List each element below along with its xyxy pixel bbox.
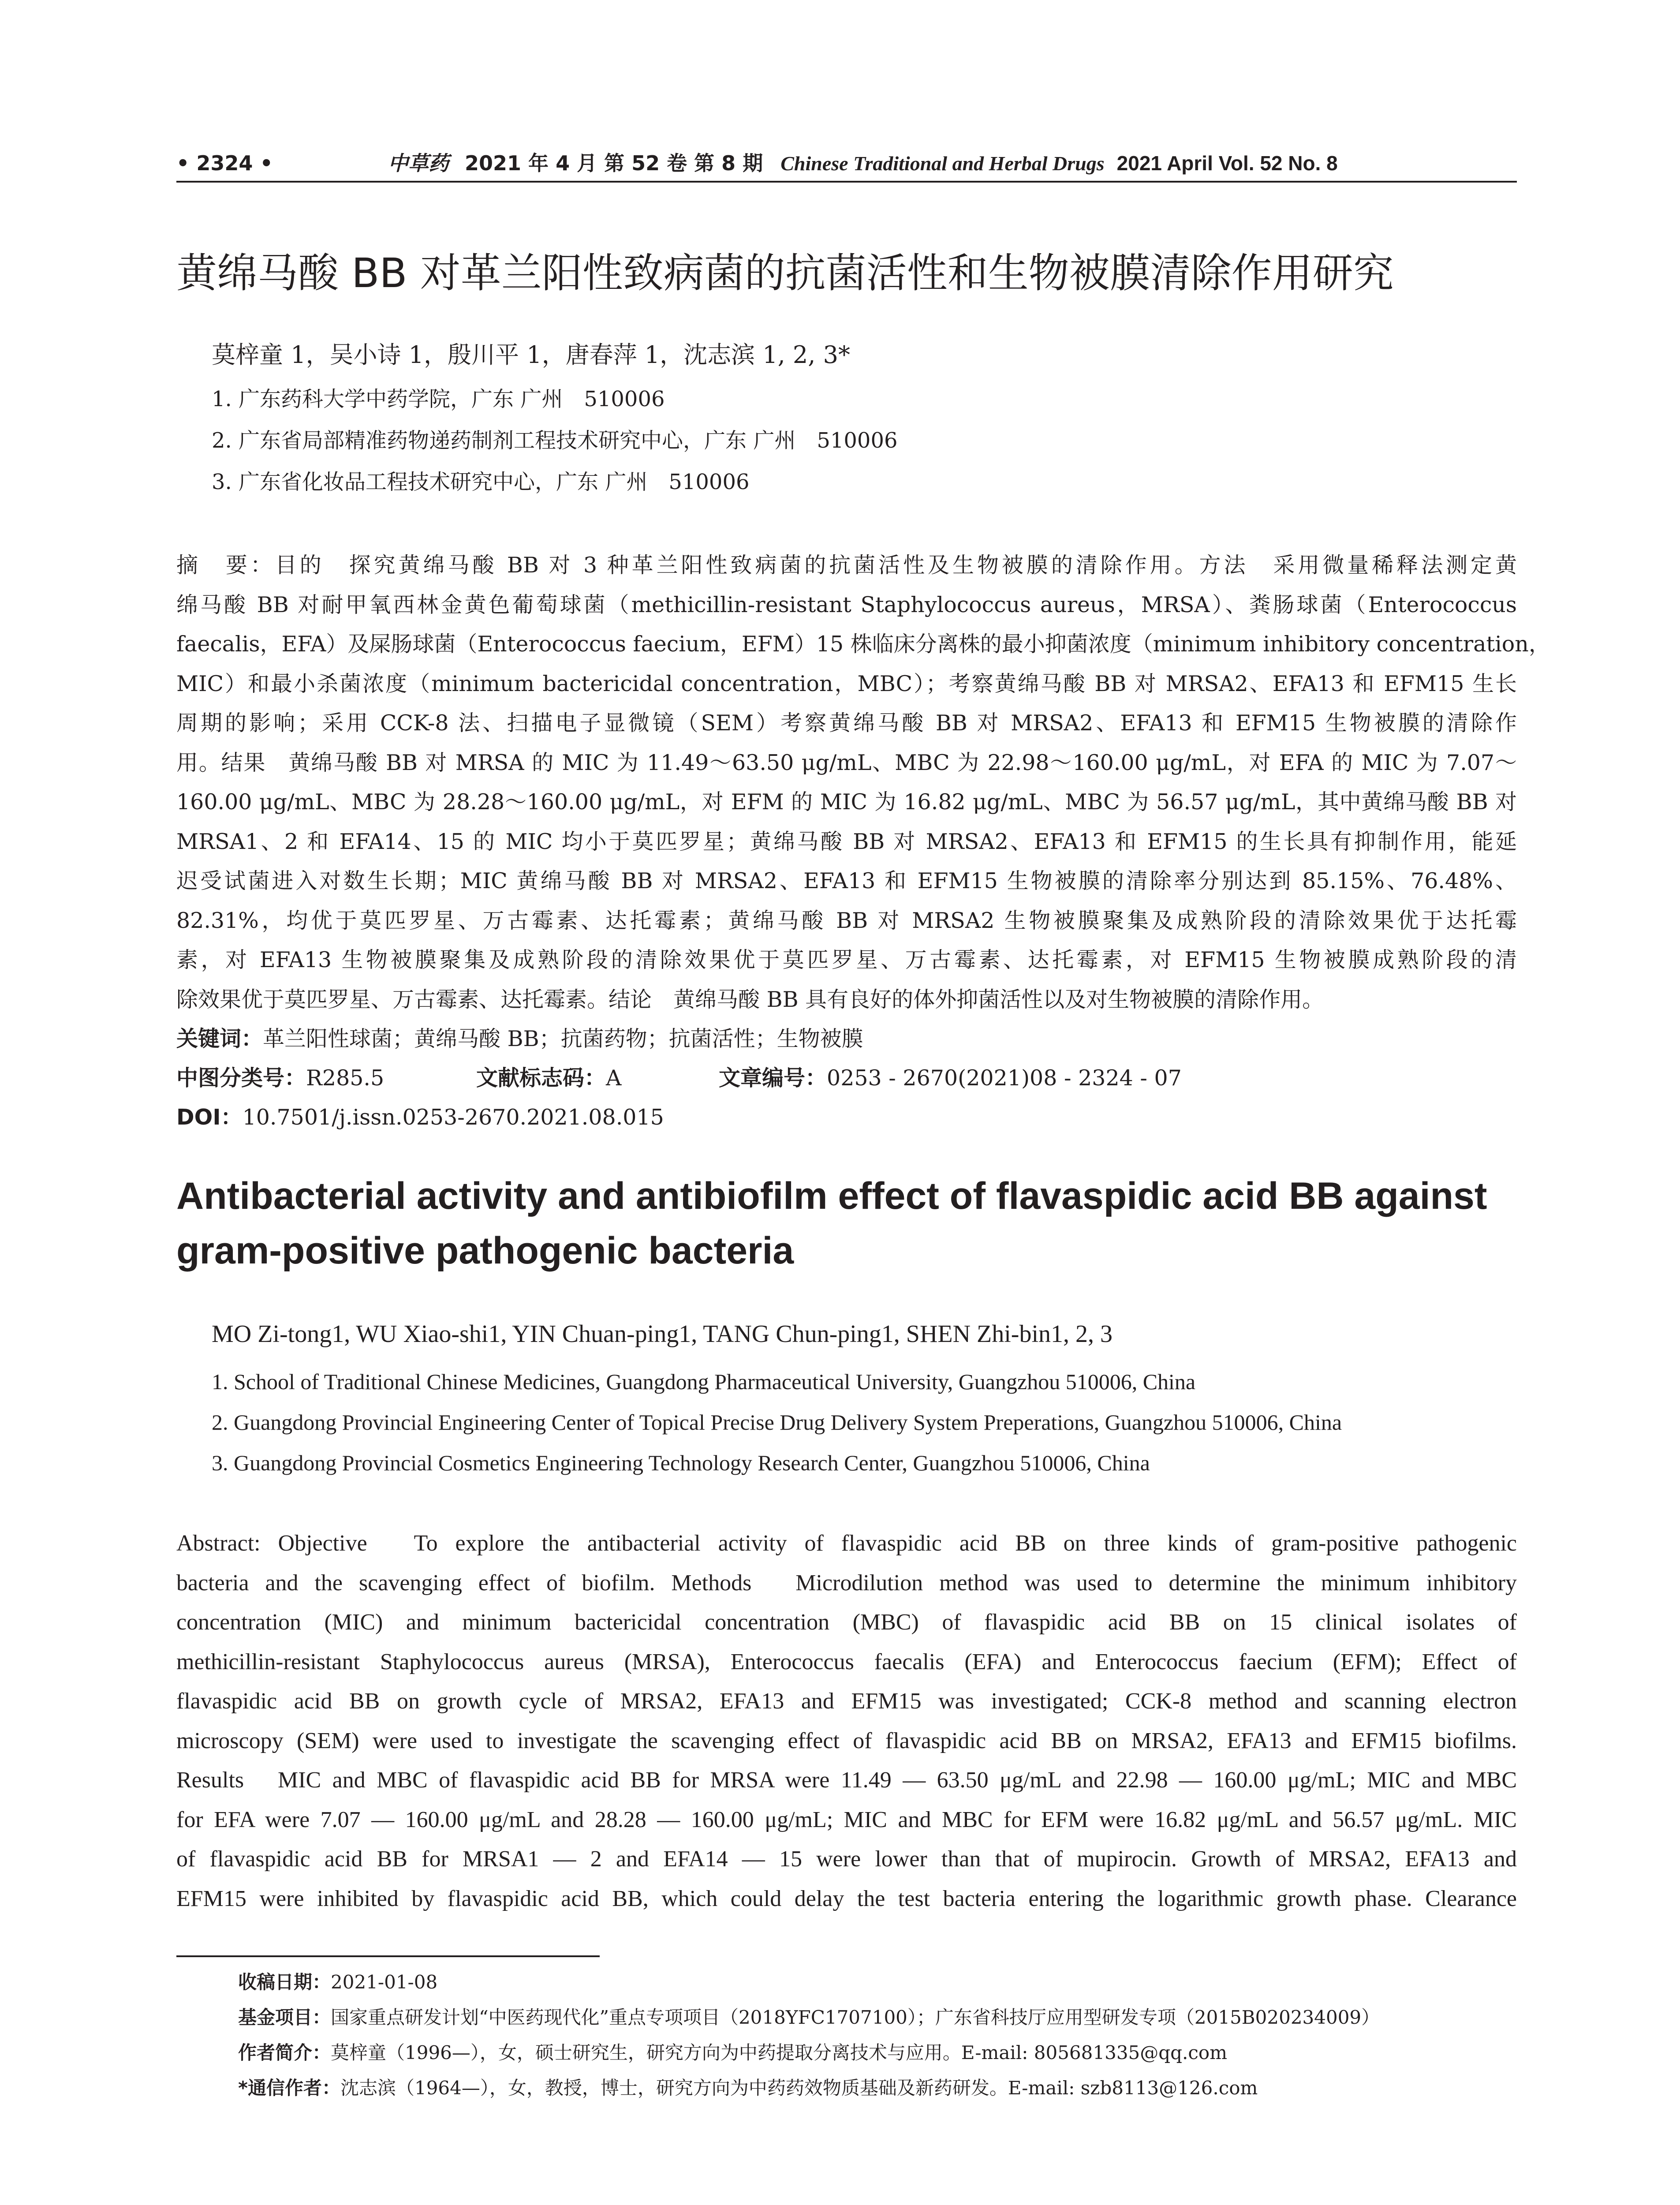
footnote-author-bio (238, 2037, 1227, 2068)
abstract-en-line: of flavaspidic acid BB for MRSA1 — 2 and EFA14 — 15 were lower than that of mupirocin. Growth of MRSA2, EFA13 and (176, 1846, 1517, 1872)
keywords-cn (176, 1019, 863, 1058)
abstract-cn-line: 素，对 EFA13 生物被膜聚集及成熟阶段的清除效果优于莫匹罗星、万古霉素、达托霉素，对 EFM15 生物被膜成熟阶段的清 (176, 947, 1517, 972)
running-header (176, 146, 1517, 181)
journal-header-line (388, 146, 1338, 181)
footnote-label: 作者简介： (238, 2042, 331, 2063)
doi-label: DOI： (176, 1105, 243, 1130)
affiliation-cn-2: 2. 广东省局部精准药物递药制剂工程技术研究中心，广东 广州 510006 (212, 428, 898, 453)
article-no-value: 0253 - 2670(2021)08 - 2324 - 07 (827, 1065, 1182, 1091)
clc-value: R285.5 (306, 1065, 385, 1091)
abstract-en (176, 1524, 1517, 1918)
affiliation-en-1: 1. School of Traditional Chinese Medicines, Guangdong Pharmaceutical University, Guangzhou 510006, China (212, 1369, 1196, 1394)
journal-name-cn: 中草药 (388, 151, 449, 175)
footnote-text: 莫梓童（1996—），女，硕士研究生，研究方向为中药提取分离技术与应用。E-mail: 805681335@qq.com (331, 2042, 1228, 2063)
abstract-en-line: Abstract: Objective To explore the antibacterial activity of flavaspidic acid BB on three kinds of gram-positive pathogenic (176, 1531, 1517, 1556)
footnote-received (238, 1967, 437, 1998)
issue-info-en: 2021 April Vol. 52 No. 8 (1116, 152, 1338, 175)
abstract-cn-line: 绵马酸 BB 对耐甲氧西林金黄色葡萄球菌（methicillin-resistant Staphylococcus aureus，MRSA）、粪肠球菌（Enterococcus (176, 592, 1517, 617)
header-rule (176, 181, 1517, 183)
footnote-rule (176, 1955, 600, 1957)
doc-code-value: A (606, 1065, 622, 1091)
doc-code-label: 文献标志码： (476, 1065, 606, 1091)
footnote-corresponding-author (238, 2073, 1258, 2104)
abstract-en-line: for EFA were 7.07 — 160.00 μg/mL and 28.28 — 160.00 μg/mL; MIC and MBC for EFM were 16.82 μg/mL and 56.57 μg/mL. MIC (176, 1807, 1517, 1832)
affiliation-cn-1: 1. 广东药科大学中药学院，广东 广州 510006 (212, 387, 665, 411)
abstract-cn-line: MRSA1、2 和 EFA14、15 的 MIC 均小于莫匹罗星；黄绵马酸 BB 对 MRSA2、EFA13 和 EFM15 的生长具有抑制作用，能延 (176, 829, 1517, 854)
affiliation-cn-3: 3. 广东省化妆品工程技术研究中心，广东 广州 510006 (212, 470, 750, 494)
abstract-cn-line: 摘 要：目的 探究黄绵马酸 BB 对 3 种革兰阳性致病菌的抗菌活性及生物被膜的清除作用。方法 采用微量稀释法测定黄 (176, 553, 1517, 578)
journal-name-en: Chinese Traditional and Herbal Drugs (780, 152, 1105, 175)
doi-value: 10.7501/j.issn.0253-2670.2021.08.015 (242, 1105, 664, 1130)
abstract-cn-line: 周期的影响；采用 CCK-8 法、扫描电子显微镜（SEM）考察黄绵马酸 BB 对 MRSA2、EFA13 和 EFM15 生物被膜的清除作 (176, 710, 1517, 736)
abstract-cn (176, 546, 1550, 1019)
abstract-en-line: microscopy (SEM) were used to investigate the scavenging effect of flavaspidic acid BB on MRSA2, EFA13 and EFM15 biofilms. (176, 1728, 1517, 1753)
article-no-label: 文章编号： (719, 1065, 827, 1091)
issue-info-cn: 2021 年 4 月 第 52 卷 第 8 期 (465, 151, 763, 175)
abstract-en-line: concentration (MIC) and minimum bactericidal concentration (MBC) of flavaspidic acid BB on 15 clinical isolates of (176, 1610, 1517, 1635)
abstract-en-line: Results MIC and MBC of flavaspidic acid BB for MRSA were 11.49 — 63.50 μg/mL and 22.98 — 160.00 μg/mL; MIC and MBC (176, 1768, 1517, 1793)
page-number: • 2324 • (176, 151, 273, 175)
affiliation-en-3: 3. Guangdong Provincial Cosmetics Engineering Technology Research Center, Guangzhou 510006, China (212, 1450, 1150, 1475)
abstract-cn-line: faecalis，EFA）及屎肠球菌（Enterococcus faecium，EFM）15 株临床分离株的最小抑菌浓度（minimum inhibitory concentration， (176, 632, 1550, 657)
authors-cn: 莫梓童 1，吴小诗 1，殷川平 1，唐春萍 1，沈志滨 1, 2, 3* (212, 341, 850, 369)
footnote-text: 沈志滨（1964—），女，教授，博士，研究方向为中药药效物质基础及新药研发。E-mail: szb8113@126.com (340, 2077, 1258, 2099)
abstract-cn-line: 用。结果 黄绵马酸 BB 对 MRSA 的 MIC 为 11.49～63.50 μg/mL、MBC 为 22.98～160.00 μg/mL，对 EFA 的 MIC 为 7.07～ (176, 750, 1517, 775)
article-number (719, 1058, 1182, 1098)
abstract-cn-line: MIC）和最小杀菌浓度（minimum bactericidal concentration，MBC）；考察黄绵马酸 BB 对 MRSA2、EFA13 和 EFM15 生长 (176, 671, 1517, 696)
abstract-cn-line: 除效果优于莫匹罗星、万古霉素、达托霉素。结论 黄绵马酸 BB 具有良好的体外抑菌活性以及对生物被膜的清除作用。 (176, 987, 1324, 1012)
footnote-label: 基金项目： (238, 2007, 331, 2028)
footnote-funding (238, 2002, 1380, 2033)
clc-label: 中图分类号： (176, 1065, 306, 1091)
affiliation-en-2: 2. Guangdong Provincial Engineering Center of Topical Precise Drug Delivery System Preperations, Guangzhou 510006, China (212, 1410, 1342, 1435)
title-cn: 黄绵马酸 BB 对革兰阳性致病菌的抗菌活性和生物被膜清除作用研究 (176, 250, 1394, 297)
abstract-cn-line: 82.31%，均优于莫匹罗星、万古霉素、达托霉素；黄绵马酸 BB 对 MRSA2 生物被膜聚集及成熟阶段的清除效果优于达托霉 (176, 908, 1517, 933)
authors-en: MO Zi-tong1, WU Xiao-shi1, YIN Chuan-ping1, TANG Chun-ping1, SHEN Zhi-bin1, 2, 3 (212, 1320, 1113, 1348)
footnote-text: 国家重点研发计划“中医药现代化”重点专项项目（2018YFC1707100）；广东省科技厅应用型研发专项（2015B020234009） (331, 2007, 1380, 2028)
footnote-label: *通信作者： (238, 2077, 340, 2099)
abstract-cn-line: 160.00 μg/mL、MBC 为 28.28～160.00 μg/mL，对 EFM 的 MIC 为 16.82 μg/mL、MBC 为 56.57 μg/mL，其中黄绵马酸 BB 对 (176, 789, 1517, 815)
keywords-value: 革兰阳性球菌；黄绵马酸 BB；抗菌药物；抗菌活性；生物被膜 (263, 1026, 863, 1051)
keywords-label: 关键词： (176, 1026, 263, 1051)
footnote-text: 2021-01-08 (331, 1971, 438, 1993)
abstract-en-line: methicillin-resistant Staphylococcus aureus (MRSA), Enterococcus faecalis (EFA) and Enterococcus faecium (EFM); Effect of (176, 1649, 1517, 1674)
classification-cn (176, 1058, 384, 1098)
footnote-label: 收稿日期： (238, 1971, 331, 1993)
abstract-en-line: EFM15 were inhibited by flavaspidic acid BB, which could delay the test bacteria entering the logarithmic growth phase. Clearance (176, 1886, 1517, 1911)
abstract-cn-line: 迟受试菌进入对数生长期；MIC 黄绵马酸 BB 对 MRSA2、EFA13 和 EFM15 生物被膜的清除率分别达到 85.15%、76.48%、 (176, 868, 1517, 893)
abstract-en-line: bacteria and the scavenging effect of biofilm. Methods Microdilution method was used to determine the minimum inhibitory (176, 1570, 1517, 1596)
document-code (476, 1058, 621, 1098)
title-en: Antibacterial activity and antibiofilm effect of flavaspidic acid BB against gram-positive pathogenic bacteria (176, 1175, 1487, 1272)
abstract-en-line: flavaspidic acid BB on growth cycle of MRSA2, EFA13 and EFM15 was investigated; CCK-8 method and scanning electron (176, 1689, 1517, 1714)
doi-line (176, 1098, 664, 1137)
